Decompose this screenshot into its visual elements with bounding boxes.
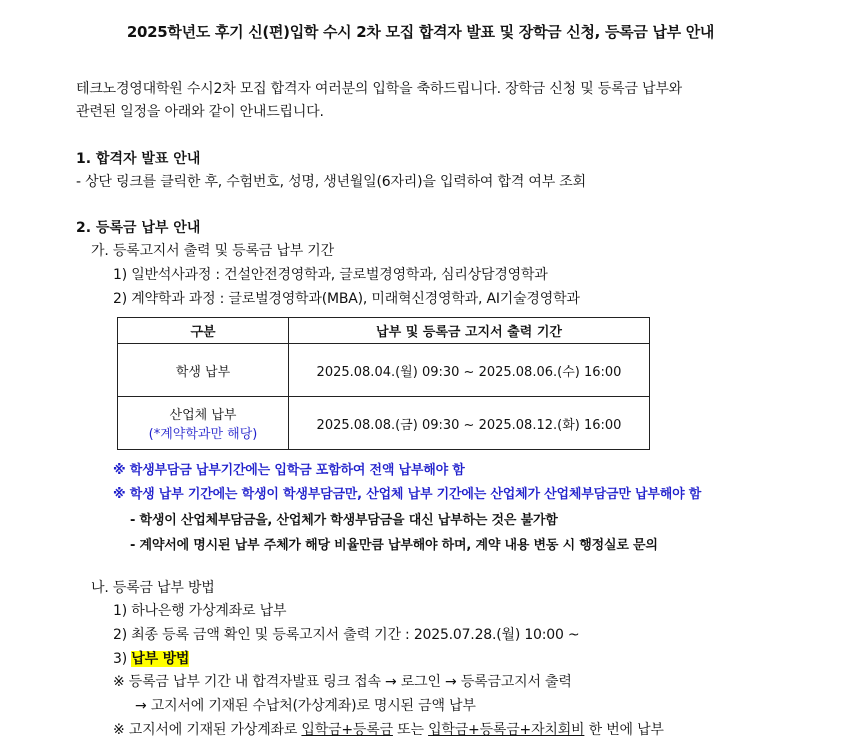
table-row-category: 학생 납부 <box>118 344 289 397</box>
method-line-3-mid: 또는 <box>392 722 429 738</box>
table-row <box>118 397 650 450</box>
section-2-b-item-1: 1) 하나은행 가상계좌로 납부 <box>113 603 287 619</box>
note-1: ※ 학생부담금 납부기간에는 입학금 포함하여 전액 납부해야 함 <box>113 463 465 478</box>
table-header-row <box>118 318 650 344</box>
table-row <box>118 344 650 397</box>
section-2-a-item-1: 1) 일반석사과정 : 건설안전경영학과, 글로벌경영학과, 심리상담경영학과 <box>113 267 548 283</box>
table-row-category-cell <box>118 397 289 450</box>
section-2-b-heading: 나. 등록금 납부 방법 <box>91 580 215 596</box>
method-line-3-pre: ※ 고지서에 기재된 가상계좌로 <box>113 722 302 738</box>
method-line-3-option-1: 입학금+등록금 <box>301 722 393 738</box>
table-row-period: 2025.08.08.(금) 09:30 ~ 2025.08.12.(화) 16:00 <box>289 397 650 450</box>
intro-line-2: 관련된 일정을 아래와 같이 안내드립니다. <box>76 104 324 120</box>
section-2-b-item-2: 2) 최종 등록 금액 확인 및 등록고지서 출력 기간 : 2025.07.28.(월) 10:00 ~ <box>113 627 580 643</box>
item-3-number: 3) <box>113 651 127 667</box>
section-2-a-item-2: 2) 계약학과 과정 : 글로벌경영학과(MBA), 미래혁신경영학과, AI기술경영학과 <box>113 291 580 307</box>
table-row-period: 2025.08.04.(월) 09:30 ~ 2025.08.06.(수) 16:00 <box>289 344 650 397</box>
table-header-cell: 구분 <box>118 318 289 344</box>
section-2-a-heading: 가. 등록고지서 출력 및 등록금 납부 기간 <box>91 243 334 259</box>
note-2-sub-1: - 학생이 산업체부담금을, 산업체가 학생부담금을 대신 납부하는 것은 불가함 <box>130 513 558 528</box>
section-2-heading: 2. 등록금 납부 안내 <box>76 220 201 236</box>
note-2-sub-2: - 계약서에 명시된 납부 주체가 해당 비율만큼 납부해야 하며, 계약 내용 변동 시 행정실로 문의 <box>130 538 658 553</box>
document-title: 2025학년도 후기 신(편)입학 수시 2차 모집 합격자 발표 및 장학금 신청, 등록금 납부 안내 <box>126 23 715 41</box>
method-line-2: → 고지서에 기재된 수납처(가상계좌)로 명시된 금액 납부 <box>135 698 476 714</box>
method-line-3 <box>113 719 664 739</box>
item-3-highlighted-label: 납부 방법 <box>131 651 190 667</box>
method-line-3-option-2: 입학금+등록금+자치회비 <box>428 722 585 738</box>
section-1-item: - 상단 링크를 클릭한 후, 수험번호, 성명, 생년월일(6자리)을 입력하여 합격 여부 조회 <box>76 174 586 190</box>
table-header-cell: 납부 및 등록금 고지서 출력 기간 <box>289 318 650 344</box>
table-row-note: (*계약학과만 해당) <box>148 427 258 442</box>
method-line-3-post: 한 번에 납부 <box>584 722 664 738</box>
payment-schedule-table <box>117 317 650 450</box>
intro-line-1: 테크노경영대학원 수시2차 모집 합격자 여러분의 입학을 축하드립니다. 장학금 신청 및 등록금 납부와 <box>76 81 682 97</box>
section-2-b-item-3 <box>113 648 189 668</box>
method-line-1: ※ 등록금 납부 기간 내 합격자발표 링크 접속 → 로그인 → 등록금고지서 출력 <box>113 674 572 690</box>
table-row-category: 산업체 납부 <box>169 408 237 423</box>
note-2: ※ 학생 납부 기간에는 학생이 학생부담금만, 산업체 납부 기간에는 산업체가 산업체부담금만 납부해야 함 <box>113 487 702 502</box>
section-1-heading: 1. 합격자 발표 안내 <box>76 151 201 167</box>
